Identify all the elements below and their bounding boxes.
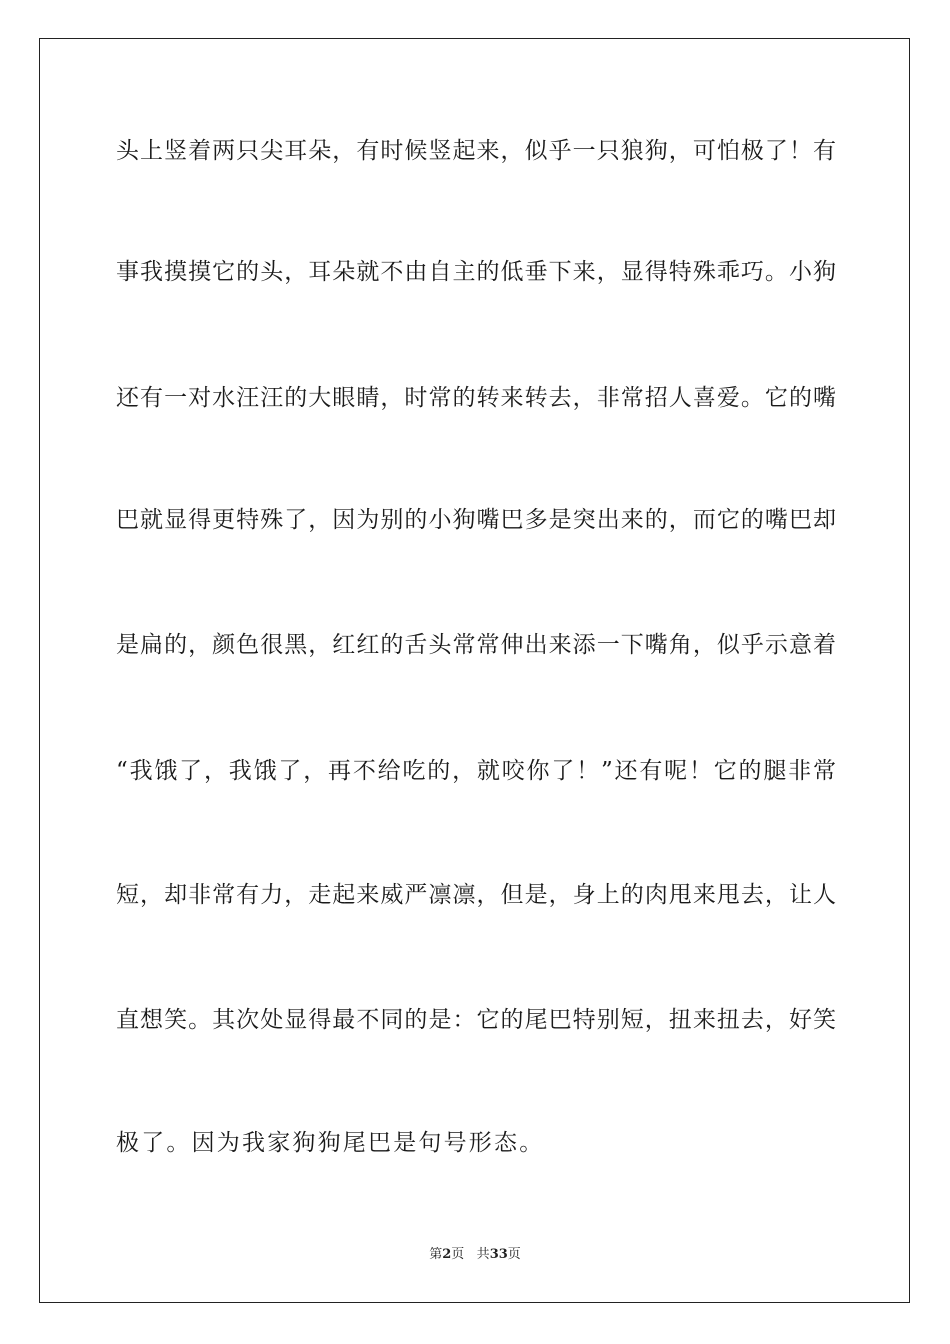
page-footer [0,1246,950,1264]
page-border [39,38,910,1303]
text-line: 还有一对水汪汪的大眼睛，时常的转来转去，非常招人喜爱。它的嘴 [116,385,836,411]
page-suffix: 页 [451,1247,465,1262]
text-line: 头上竖着两只尖耳朵，有时候竖起来，似乎一只狼狗，可怕极了！有 [116,138,836,164]
text-line: 直想笑。其次处显得最不同的是：它的尾巴特别短，扭来扭去，好笑 [116,1007,836,1033]
text-line: 巴就显得更特殊了，因为别的小狗嘴巴多是突出来的，而它的嘴巴却 [116,507,836,533]
text-line: 短，却非常有力，走起来威严凛凛，但是，身上的肉甩来甩去，让人 [116,882,836,908]
text-line: 极了。因为我家狗狗尾巴是句号形态。 [116,1130,545,1156]
page-prefix: 第 [429,1247,443,1262]
total-suffix: 页 [507,1247,521,1262]
text-line: 事我摸摸它的头，耳朵就不由自主的低垂下来，显得特殊乖巧。小狗 [116,259,836,285]
text-line: “我饿了，我饿了，再不给吃的，就咬你了！”还有呢！它的腿非常 [116,758,836,784]
page-number: 2 [442,1247,452,1262]
total-prefix: 共 [476,1247,490,1262]
total-pages: 33 [489,1247,508,1262]
text-line: 是扁的，颜色很黑，红红的舌头常常伸出来添一下嘴角，似乎示意着 [116,632,836,658]
